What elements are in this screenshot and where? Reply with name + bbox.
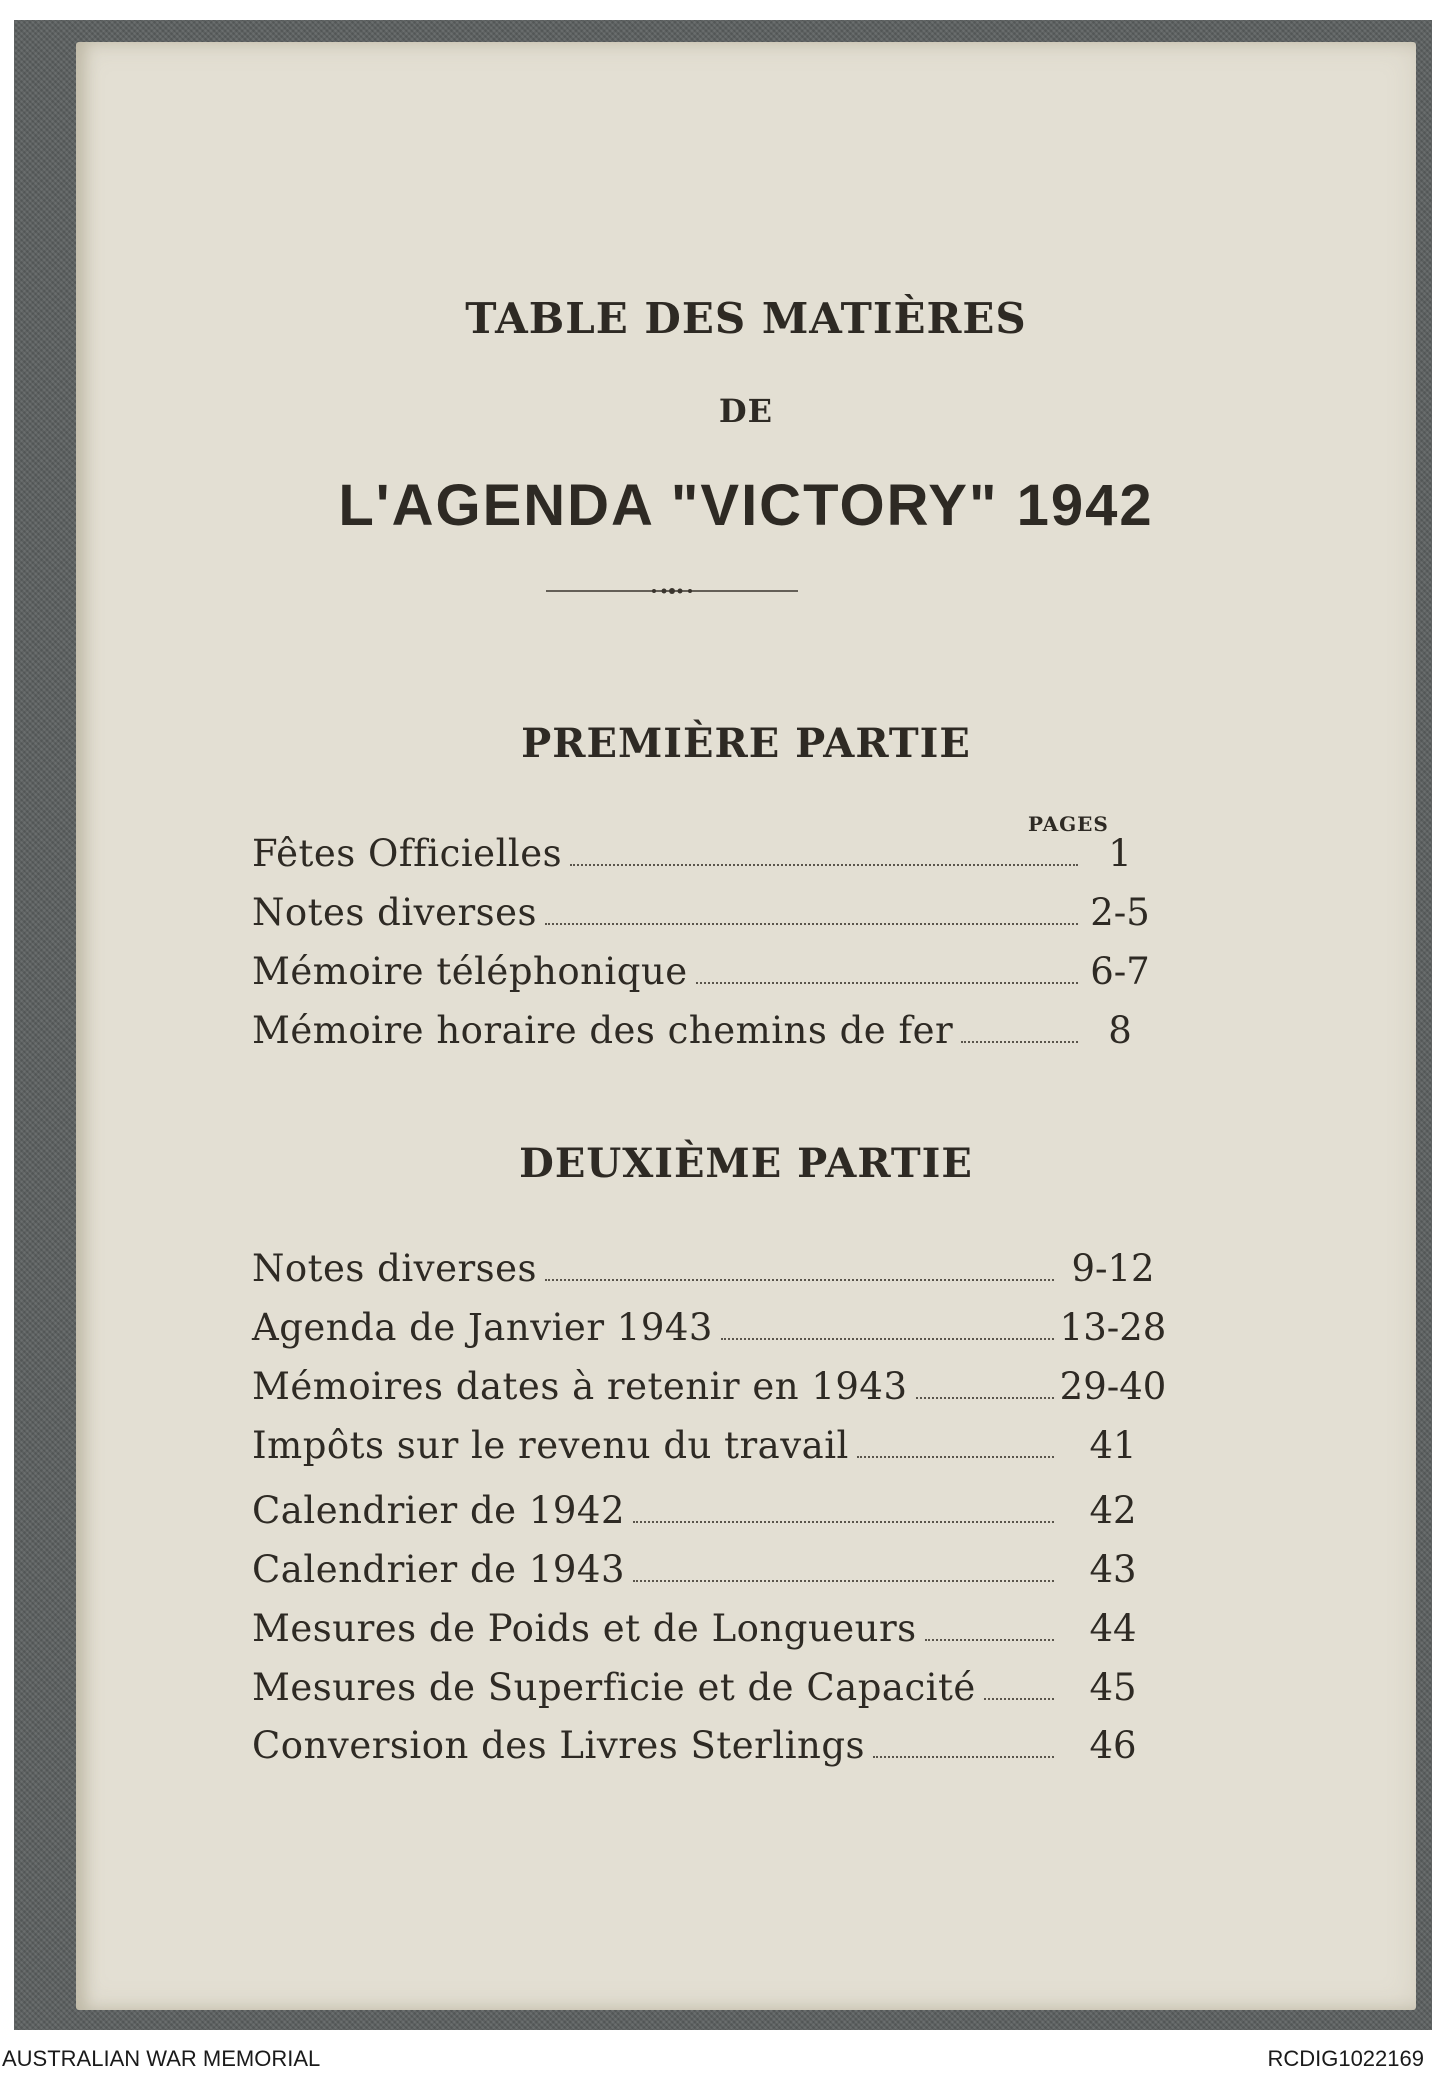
dot-leader [570, 864, 1078, 866]
toc-entry-pages: 42 [1089, 1489, 1137, 1532]
toc-entry-label: Calendrier de 1943 [252, 1548, 625, 1591]
toc-entry-pages: 1 [1108, 832, 1132, 875]
toc-row [252, 1365, 1168, 1408]
toc-row [252, 891, 1158, 934]
toc-entry-pages: 43 [1089, 1548, 1137, 1591]
toc-row [252, 1424, 1168, 1467]
toc-entry-pages: 13-28 [1059, 1306, 1167, 1349]
toc-entry-pages: 9-12 [1071, 1247, 1155, 1290]
document-page [76, 42, 1416, 2010]
toc-entry-label: Notes diverses [252, 891, 538, 934]
toc-row [252, 1306, 1168, 1349]
dot-leader [633, 1521, 1054, 1523]
toc-entry-pages: 41 [1089, 1424, 1137, 1467]
toc-entry-label: Impôts sur le revenu du travail [252, 1424, 849, 1467]
dot-leader [873, 1756, 1054, 1758]
toc-entry-label: Mesures de Superficie et de Capacité [252, 1666, 976, 1709]
toc-entry-pages: 46 [1089, 1724, 1137, 1767]
dot-leader [916, 1397, 1055, 1399]
dot-leader [696, 982, 1078, 984]
footer-credit: AUSTRALIAN WAR MEMORIAL [2, 2046, 321, 2071]
toc-entry-pages: 29-40 [1059, 1365, 1167, 1408]
toc-entry-label: Mémoire téléphonique [252, 950, 688, 993]
toc-row [252, 1724, 1168, 1767]
toc-row [252, 950, 1158, 993]
dot-leader [545, 1279, 1054, 1281]
pages-column-label: PAGES [1028, 812, 1109, 836]
toc-row [252, 1548, 1168, 1591]
dot-leader [925, 1639, 1054, 1641]
dot-leader [961, 1041, 1078, 1043]
toc-entry-label: Notes diverses [252, 1247, 538, 1290]
dot-leader [721, 1338, 1054, 1340]
toc-entry-pages: 44 [1089, 1607, 1137, 1650]
section-title-part1: PREMIÈRE PARTIE [521, 720, 971, 767]
toc-entry-pages: 8 [1108, 1009, 1132, 1052]
dot-leader [633, 1580, 1054, 1582]
ornament-divider [546, 585, 798, 597]
dot-leader [545, 923, 1078, 925]
toc-row [252, 1247, 1168, 1290]
toc-entry-pages: 6-7 [1090, 950, 1150, 993]
heading-agenda-title: L'AGENDA "VICTORY" 1942 [338, 473, 1154, 538]
toc-row [252, 1009, 1158, 1052]
toc-entry-pages: 45 [1089, 1666, 1137, 1709]
toc-entry-label: Calendrier de 1942 [252, 1489, 625, 1532]
dot-leader [857, 1456, 1054, 1458]
toc-entry-label: Conversion des Livres Sterlings [252, 1724, 866, 1767]
toc-row [252, 1607, 1168, 1650]
footer-image-id: RCDIG1022169 [1267, 2046, 1424, 2071]
toc-entry-label: Mémoires dates à retenir en 1943 [252, 1365, 908, 1408]
heading-table-des-matieres: TABLE DES MATIÈRES [465, 294, 1027, 343]
toc-entry-pages: 2-5 [1090, 891, 1150, 934]
toc-entry-label: Agenda de Janvier 1943 [252, 1306, 713, 1349]
toc-row [252, 1666, 1168, 1709]
heading-de: DE [718, 392, 774, 430]
toc-entry-label: Mesures de Poids et de Longueurs [252, 1607, 917, 1650]
toc-row [252, 832, 1158, 875]
dot-leader [984, 1698, 1054, 1700]
toc-entry-label: Fêtes Officielles [252, 832, 563, 875]
toc-row [252, 1489, 1168, 1532]
toc-entry-label: Mémoire horaire des chemins de fer [252, 1009, 954, 1052]
section-title-part2: DEUXIÈME PARTIE [519, 1140, 973, 1187]
